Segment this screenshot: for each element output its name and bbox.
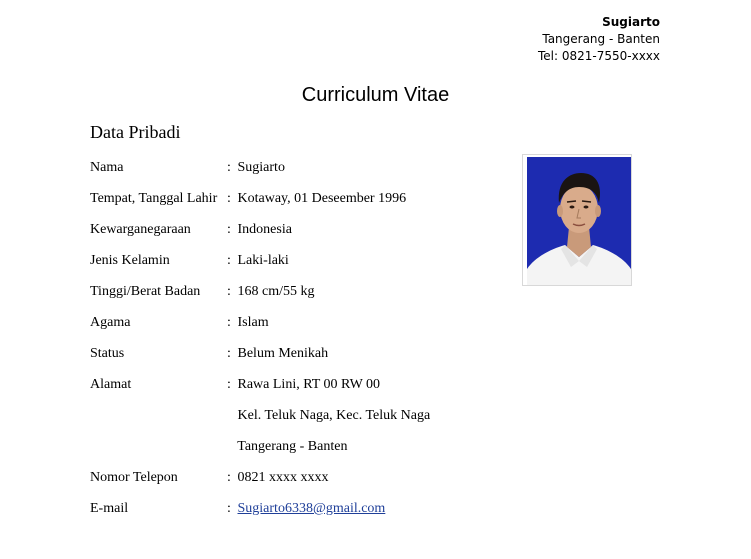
field-label: Jenis Kelamin — [90, 253, 170, 268]
field-value: 168 cm/55 kg — [237, 284, 315, 299]
field-colon: : — [227, 470, 231, 485]
field-colon: : — [227, 377, 231, 392]
field-row-status — [90, 345, 328, 363]
field-value: Kel. Teluk Naga, Kec. Teluk Naga — [237, 408, 431, 423]
field-colon: : — [227, 191, 231, 206]
field-label: Nama — [90, 160, 124, 175]
field-row-agama — [90, 314, 269, 332]
header-location: Tangerang - Banten — [542, 32, 660, 46]
field-label: E-mail — [90, 501, 129, 516]
field-label: Tempat, Tanggal Lahir — [90, 191, 218, 206]
field-label: Alamat — [90, 377, 132, 392]
field-colon: : — [227, 160, 231, 175]
field-value: Indonesia — [237, 222, 292, 237]
field-value: Tangerang - Banten — [237, 439, 348, 454]
field-row-ttl — [90, 190, 406, 208]
document-title: Curriculum Vitae — [301, 84, 450, 106]
field-label: Tinggi/Berat Badan — [90, 284, 201, 299]
field-colon: : — [227, 284, 231, 299]
field-row-jenis-kelamin — [90, 252, 289, 270]
field-row-nama — [90, 159, 285, 177]
field-colon: : — [227, 222, 231, 237]
profile-photo — [522, 154, 632, 286]
field-colon: : — [227, 253, 231, 268]
field-row-email — [90, 500, 385, 518]
field-value: Sugiarto — [237, 160, 285, 175]
field-colon: : — [227, 501, 231, 516]
email-link[interactable]: Sugiarto6338@gmail.com — [237, 501, 386, 516]
field-row-kewarganegaraan — [90, 221, 292, 239]
field-row-alamat-line-2 — [90, 407, 430, 425]
field-value: 0821 xxxx xxxx — [237, 470, 329, 485]
contact-block — [538, 14, 660, 65]
field-value: Laki-laki — [237, 253, 289, 268]
field-label: Status — [90, 346, 125, 361]
field-colon: : — [227, 315, 231, 330]
photo-icon — [527, 157, 631, 285]
field-row-telepon — [90, 469, 329, 487]
header-name: Sugiarto — [602, 15, 660, 29]
field-colon: : — [227, 346, 231, 361]
field-row-tinggi-berat — [90, 283, 315, 301]
section-title: Data Pribadi — [90, 122, 181, 142]
field-value: Belum Menikah — [237, 346, 329, 361]
field-label: Kewarganegaraan — [90, 222, 191, 237]
field-label: Agama — [90, 315, 131, 330]
field-row-alamat — [90, 376, 380, 394]
field-label: Nomor Telepon — [90, 470, 178, 485]
field-row-alamat-line-3 — [90, 438, 347, 456]
field-value: Islam — [237, 315, 269, 330]
header-phone: Tel: 0821-7550-xxxx — [537, 49, 660, 63]
field-value: Kotaway, 01 Deseember 1996 — [237, 191, 407, 206]
field-value: Rawa Lini, RT 00 RW 00 — [237, 377, 381, 392]
